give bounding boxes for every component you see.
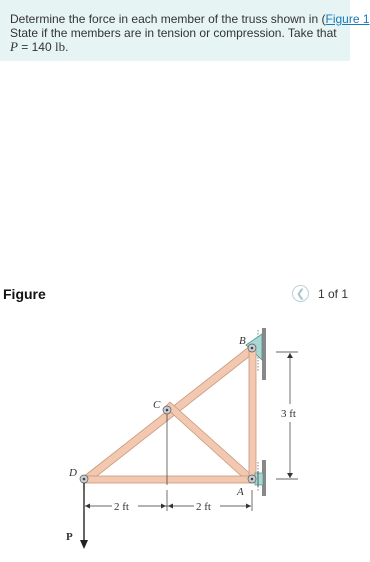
figure-link[interactable]: Figure 1 — [325, 12, 370, 26]
truss-members — [83, 346, 256, 483]
label-a: A — [237, 486, 244, 498]
figure-header — [0, 284, 350, 308]
page-counter: 1 of 1 — [318, 287, 349, 301]
pin-c — [163, 406, 171, 414]
label-d: D — [69, 467, 77, 479]
pin-d — [80, 475, 88, 483]
label-c: C — [153, 399, 161, 411]
load-period: . — [65, 40, 69, 54]
label-dim-right: 2 ft — [196, 501, 211, 513]
chevron-left-icon[interactable]: ❮ — [292, 285, 309, 302]
pin-b — [248, 344, 256, 352]
member-ca — [165, 402, 255, 483]
label-dim-vertical: 3 ft — [281, 408, 296, 420]
pin-a — [248, 475, 256, 483]
member-da — [84, 476, 254, 483]
load-unit: lb — [54, 39, 66, 54]
label-p: P — [66, 531, 73, 543]
member-ba — [249, 350, 256, 478]
problem-line-1 — [10, 12, 370, 26]
problem-statement — [0, 0, 370, 61]
figure-title: Figure — [3, 286, 46, 302]
load-variable: P — [10, 39, 18, 54]
load-equals: = 140 — [17, 40, 55, 54]
label-b: B — [239, 335, 246, 347]
label-dim-left: 2 ft — [114, 501, 129, 513]
truss-diagram — [0, 310, 350, 560]
problem-text-1: Determine the force in each member of the truss shown in ( — [10, 12, 326, 26]
problem-line-3 — [10, 40, 350, 54]
problem-line-2: State if the members are in tension or compression. Take that — [10, 26, 337, 40]
dimension-horizontal — [84, 490, 252, 511]
